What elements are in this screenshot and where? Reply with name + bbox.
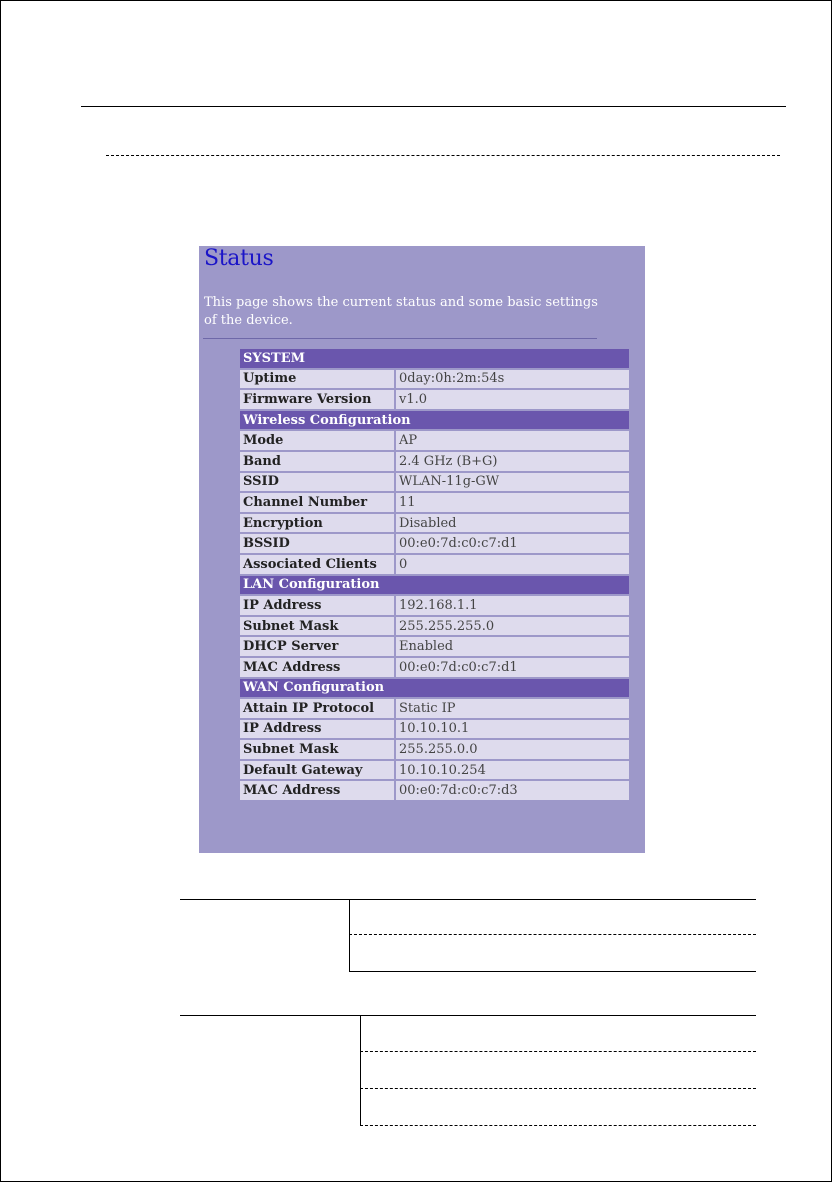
row-label: Firmware Version xyxy=(240,390,394,409)
section-header xyxy=(240,349,629,368)
table-row xyxy=(240,390,629,409)
row-value: AP xyxy=(396,431,629,450)
row-value: 10.10.10.254 xyxy=(396,761,629,780)
form-frame-2-divider xyxy=(360,1015,361,1125)
row-value: Disabled xyxy=(396,514,629,533)
row-value: v1.0 xyxy=(396,390,629,409)
form-frame-2-dashed-2 xyxy=(360,1088,756,1089)
form-frame-2-dashed-3 xyxy=(360,1125,756,1126)
row-value: 192.168.1.1 xyxy=(396,596,629,615)
table-row xyxy=(240,720,629,739)
row-value: 255.255.255.0 xyxy=(396,617,629,636)
row-label: MAC Address xyxy=(240,781,394,800)
section-header-label: WAN Configuration xyxy=(240,679,629,698)
form-frame-1-bottom xyxy=(349,971,756,972)
section-header-label: SYSTEM xyxy=(240,349,629,368)
row-value: 2.4 GHz (B+G) xyxy=(396,452,629,471)
table-row xyxy=(240,555,629,574)
row-label: Encryption xyxy=(240,514,394,533)
row-label: Default Gateway xyxy=(240,761,394,780)
row-value: 255.255.0.0 xyxy=(396,740,629,759)
table-row xyxy=(240,617,629,636)
row-value: 0day:0h:2m:54s xyxy=(396,370,629,389)
row-label: IP Address xyxy=(240,720,394,739)
top-rule xyxy=(81,106,786,107)
row-label: Mode xyxy=(240,431,394,450)
row-label: BSSID xyxy=(240,534,394,553)
form-frame-1-divider xyxy=(349,899,350,971)
row-label: Associated Clients xyxy=(240,555,394,574)
table-row xyxy=(240,781,629,800)
table-row xyxy=(240,431,629,450)
table-row xyxy=(240,493,629,512)
row-label: IP Address xyxy=(240,596,394,615)
section-header xyxy=(240,679,629,698)
row-label: MAC Address xyxy=(240,658,394,677)
row-value: 00:e0:7d:c0:c7:d1 xyxy=(396,534,629,553)
section-header xyxy=(240,411,629,430)
form-frame-2-top xyxy=(180,1015,756,1016)
table-row xyxy=(240,761,629,780)
table-row xyxy=(240,637,629,656)
section-header-label: LAN Configuration xyxy=(240,576,629,595)
row-value: 0 xyxy=(396,555,629,574)
table-row xyxy=(240,452,629,471)
form-frame-2-dashed-1 xyxy=(360,1051,756,1052)
status-screenshot xyxy=(199,246,645,853)
row-value: 00:e0:7d:c0:c7:d1 xyxy=(396,658,629,677)
section-header-label: Wireless Configuration xyxy=(240,411,629,430)
table-row xyxy=(240,534,629,553)
form-frame-1-dashed xyxy=(349,934,756,935)
section-header xyxy=(240,576,629,595)
row-value: Enabled xyxy=(396,637,629,656)
table-row xyxy=(240,514,629,533)
row-value: 11 xyxy=(396,493,629,512)
row-label: Subnet Mask xyxy=(240,617,394,636)
table-row xyxy=(240,370,629,389)
page-title: Status xyxy=(204,246,274,271)
table-row xyxy=(240,596,629,615)
page-description: This page shows the current status and some basic settings of the device. xyxy=(204,295,598,328)
title-divider xyxy=(203,338,597,339)
row-value: 00:e0:7d:c0:c7:d3 xyxy=(396,781,629,800)
row-label: Subnet Mask xyxy=(240,740,394,759)
table-row xyxy=(240,658,629,677)
table-row xyxy=(240,473,629,492)
row-label: Channel Number xyxy=(240,493,394,512)
row-label: DHCP Server xyxy=(240,637,394,656)
row-label: Attain IP Protocol xyxy=(240,699,394,718)
dashed-rule xyxy=(106,155,780,156)
status-table xyxy=(238,347,631,802)
table-row xyxy=(240,740,629,759)
row-value: WLAN-11g-GW xyxy=(396,473,629,492)
table-row xyxy=(240,699,629,718)
row-label: Uptime xyxy=(240,370,394,389)
row-label: SSID xyxy=(240,473,394,492)
row-label: Band xyxy=(240,452,394,471)
row-value: Static IP xyxy=(396,699,629,718)
form-frame-1-top xyxy=(180,899,756,900)
row-value: 10.10.10.1 xyxy=(396,720,629,739)
